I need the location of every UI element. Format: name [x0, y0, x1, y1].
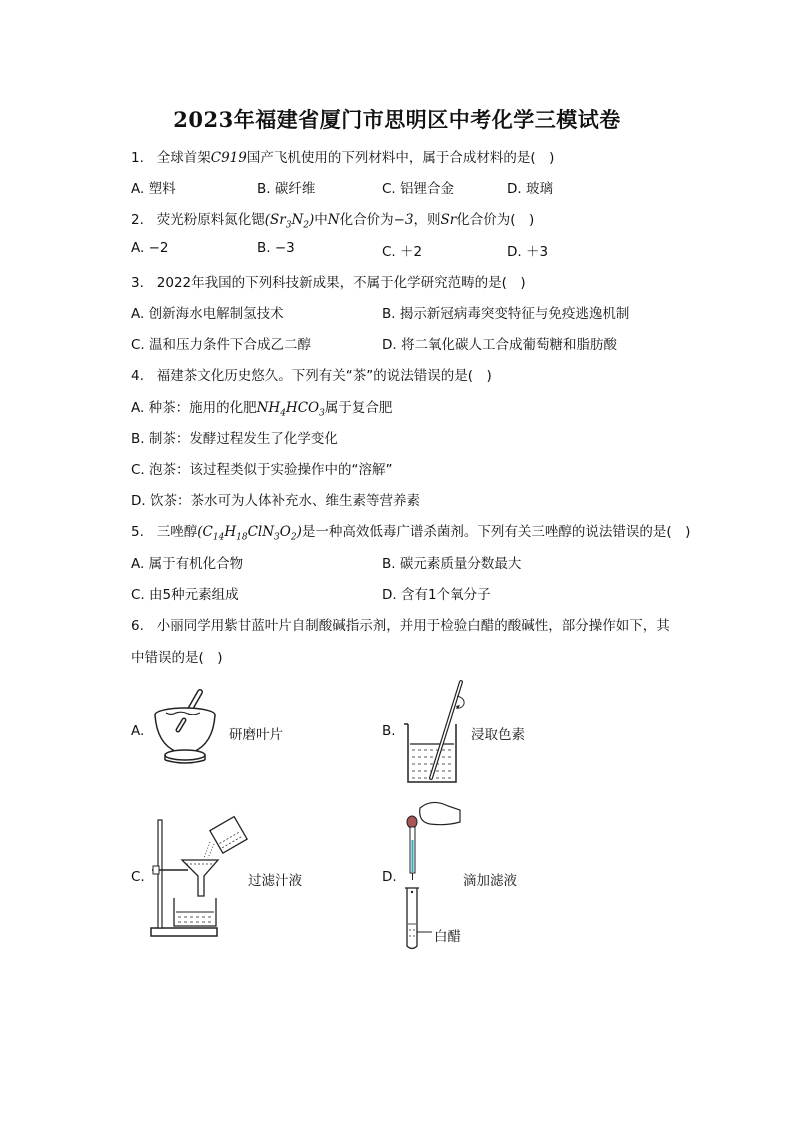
stem-text: ，则 — [413, 212, 441, 228]
question-1-option-a[interactable]: A. 塑料 — [131, 181, 176, 197]
test-tube-label: 白醋 — [434, 929, 461, 945]
stem-text: 福建茶文化历史悠久。下列有关“茶”的说法错误的是( ) — [156, 368, 492, 384]
question-3-option-d[interactable]: D. 将二氧化碳人工合成葡萄糖和脂肪酸 — [382, 337, 617, 353]
question-2-option-a[interactable]: A. −2 — [131, 240, 169, 256]
question-6-stem — [131, 614, 670, 634]
stem-symbol: N — [327, 212, 340, 228]
stem-text: 是一种高效低毒广谱杀菌剂。下列有关三唑醇的说法错误的是( ) — [301, 524, 691, 540]
question-5-option-c[interactable]: C. 由5种元素组成 — [131, 587, 239, 603]
question-number: 3. — [131, 275, 144, 291]
stem-text: 国产飞机使用的下列材料中，属于合成材料的是( ) — [246, 150, 555, 166]
question-6-option-b[interactable]: B. — [382, 723, 396, 739]
stem-text: 化合价为( ) — [456, 212, 535, 228]
question-2-option-b[interactable]: B. −3 — [257, 240, 295, 256]
stem-text: 2022年我国的下列科技新成果，不属于化学研究范畴的是( ) — [156, 275, 526, 291]
option-a-caption: 研磨叶片 — [229, 727, 283, 743]
question-3-option-b[interactable]: B. 揭示新冠病毒突变特征与免疫逃逸机制 — [382, 306, 630, 322]
question-6-option-a[interactable]: A. — [131, 723, 145, 739]
question-6-stem-continued: 中错误的是( ) — [131, 650, 223, 666]
question-4-option-b[interactable]: B. 制茶：发酵过程发生了化学变化 — [131, 431, 338, 447]
stem-text: 中 — [314, 212, 328, 228]
option-d-caption: 滴加滤液 — [463, 873, 517, 889]
stem-text: 荧光粉原料氮化锶 — [156, 212, 265, 228]
page-title: 2023年福建省厦门市思明区中考化学三模试卷 — [173, 107, 621, 132]
question-1-option-d[interactable]: D. 玻璃 — [507, 181, 553, 197]
question-1-stem — [131, 146, 554, 166]
stem-text: 小丽同学用紫甘蓝叶片自制酸碱指示剂，并用于检验白醋的酸碱性，部分操作如下，其 — [156, 618, 670, 634]
question-5-option-d[interactable]: D. 含有1个氧分子 — [382, 587, 491, 603]
question-5-option-a[interactable]: A. 属于有机化合物 — [131, 556, 244, 572]
question-1-option-b[interactable]: B. 碳纤维 — [257, 181, 316, 197]
question-4-stem — [131, 364, 492, 384]
stem-formula: $(C_{14}H_{18}ClN_3O_2)$ — [197, 524, 302, 543]
stem-formula: $(Sr_3N_2)$ — [264, 212, 315, 231]
beaker-stirring-illustration — [402, 678, 472, 786]
question-5-option-b[interactable]: B. 碳元素质量分数最大 — [382, 556, 522, 572]
question-4-option-c[interactable]: C. 泡茶：该过程类似于实验操作中的“溶解” — [131, 462, 393, 478]
stem-formula: C919 — [210, 150, 247, 166]
question-2-option-d[interactable]: D. ＋3 — [507, 244, 549, 260]
stem-text: 全球首架 — [156, 150, 211, 166]
stem-symbol: Sr — [440, 212, 457, 228]
question-number: 1. — [131, 150, 144, 166]
question-number: 5. — [131, 524, 144, 540]
question-5-stem — [131, 520, 690, 543]
question-2-stem — [131, 208, 534, 231]
question-6-option-c[interactable]: C. — [131, 869, 145, 885]
stem-text: 三唑醇 — [156, 524, 198, 540]
filtration-apparatus-illustration — [148, 812, 248, 940]
question-3-option-c[interactable]: C. 温和压力条件下合成乙二醇 — [131, 337, 312, 353]
mortar-pestle-illustration — [148, 686, 228, 768]
option-b-caption: 浸取色素 — [471, 727, 525, 743]
question-number: 6. — [131, 618, 144, 634]
question-3-option-a[interactable]: A. 创新海水电解制氢技术 — [131, 306, 284, 322]
option-c-caption: 过滤汁液 — [248, 873, 302, 889]
question-number: 2. — [131, 212, 144, 228]
stem-text: 化合价为 — [339, 212, 394, 228]
stem-value: −3 — [393, 212, 414, 228]
question-4-option-a[interactable]: A. 种茶：施用的化肥$NH_4HCO_3$属于复合肥 — [131, 400, 393, 419]
question-1-option-c[interactable]: C. 铝锂合金 — [382, 181, 455, 197]
formula-nh4hco3: $NH_4HCO_3$ — [256, 400, 325, 419]
question-3-stem — [131, 271, 526, 291]
question-6-option-d[interactable]: D. — [382, 869, 397, 885]
question-2-option-c[interactable]: C. ＋2 — [382, 244, 423, 260]
question-4-option-d[interactable]: D. 饮茶：茶水可为人体补充水、维生素等营养素 — [131, 493, 420, 509]
question-number: 4. — [131, 368, 144, 384]
